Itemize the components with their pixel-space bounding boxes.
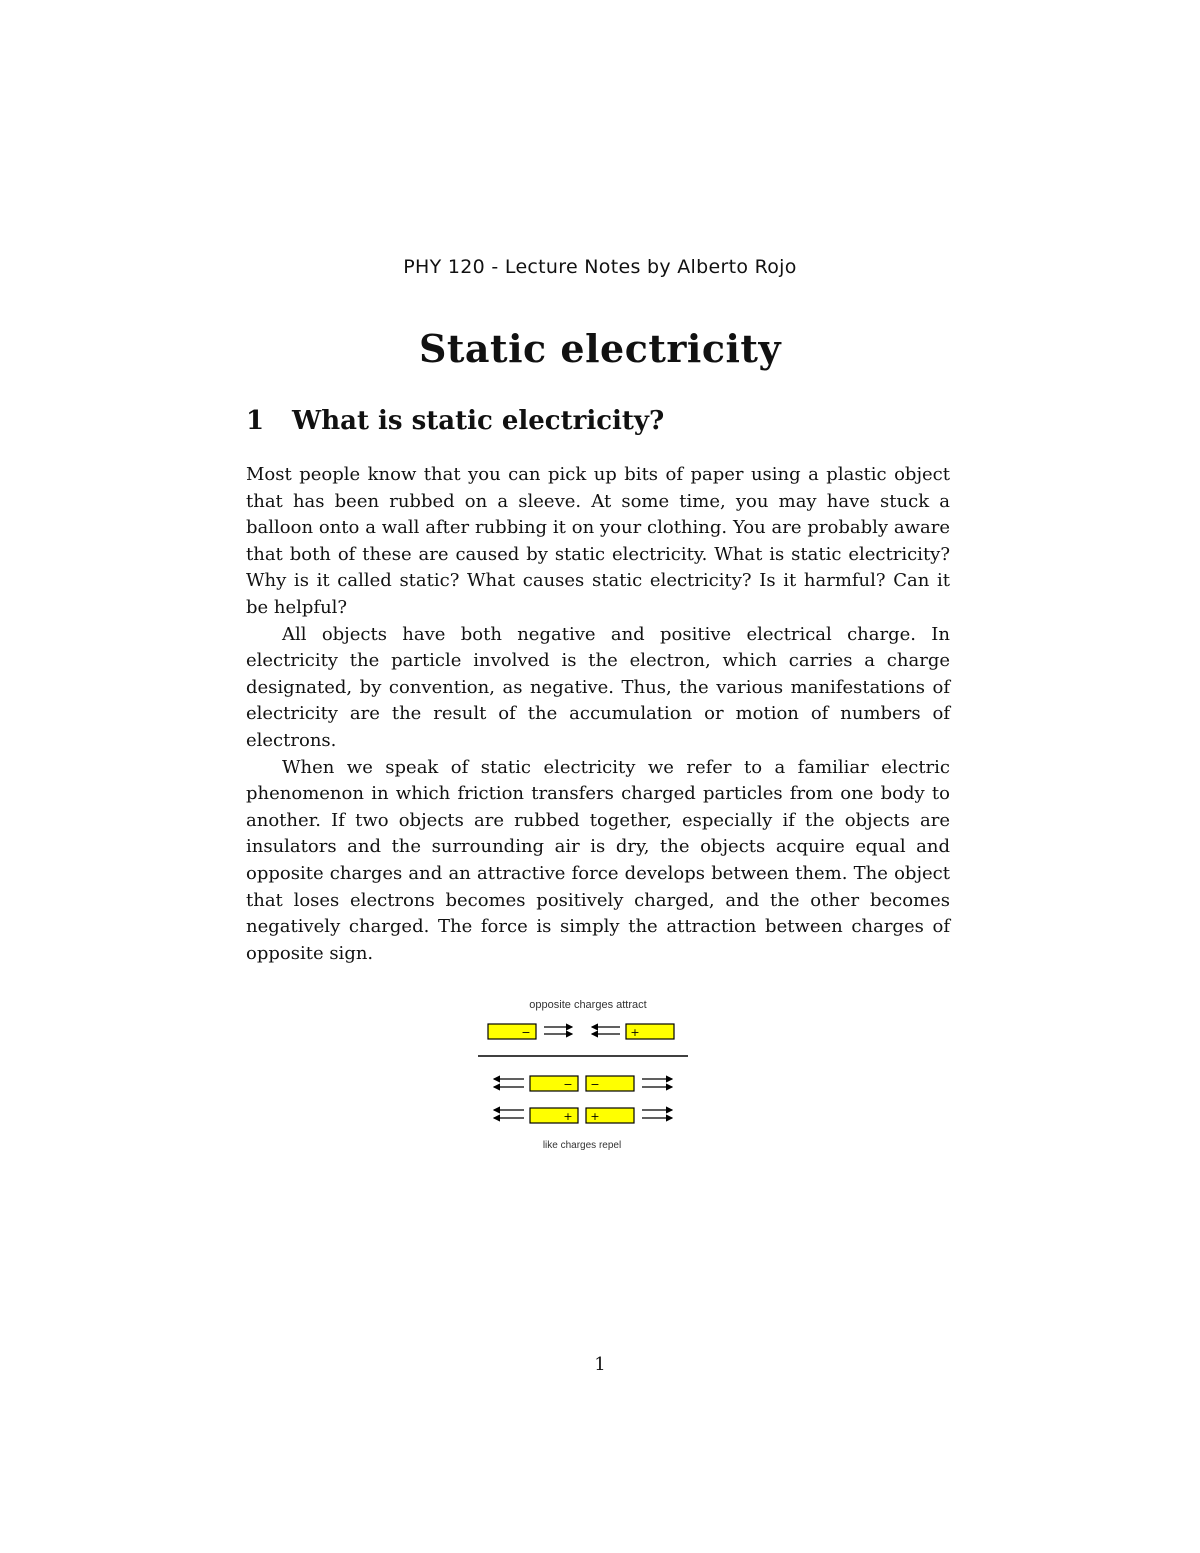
top-caption: opposite charges attract: [529, 999, 647, 1011]
right-charge-sign: +: [630, 1026, 640, 1039]
left-charge-sign: −: [563, 1078, 573, 1091]
body-text: [246, 462, 950, 967]
page-title: Static electricity: [418, 326, 782, 371]
section-title: What is static electricity?: [292, 406, 665, 436]
section-number: 1: [246, 406, 265, 436]
running-header: PHY 120 - Lecture Notes by Alberto Rojo: [403, 256, 797, 278]
like-positive-row: [494, 1108, 672, 1123]
left-charge-sign: −: [521, 1026, 531, 1039]
page-number: 1: [594, 1354, 606, 1375]
paragraph-3: When we speak of static electricity we refer to a familiar electric phenomenon in which friction transfers charged particles from one body to another. If two objects are rubbed together, especially if the objects are insulators and the surrounding air is dry, the objects acquire equal and opposite charges and an attractive force develops between them. The object that loses electrons becomes positively charged, and the other becomes negatively charged. The force is simply the attraction between charges of opposite sign.: [246, 756, 950, 964]
left-charge-sign: +: [563, 1110, 573, 1123]
right-charge-sign: −: [590, 1078, 600, 1091]
paragraph-1: Most people know that you can pick up bits of paper using a plastic object that has been rubbed on a sleeve. At some time, you may have stuck a balloon onto a wall after rubbing it on your clothing. You are probably aware that both of these are caused by static electricity. What is static electricity? Why is it called static? What causes static electricity? Is it harmful? Can it be helpful?: [246, 464, 950, 618]
charges-diagram: [476, 996, 692, 1156]
like-negative-row: [494, 1076, 672, 1091]
section-heading: [246, 406, 664, 436]
bottom-caption: like charges repel: [542, 1140, 622, 1151]
paragraph-2: All objects have both negative and positive electrical charge. In electricity the particle involved is the electron, which carries a charge designated, by convention, as negative. Thus, the various manifestations of electricity are the result of the accumulation or motion of numbers of electrons.: [246, 623, 950, 751]
opposite-row: [488, 1024, 674, 1039]
charges-figure: [476, 996, 692, 1156]
right-charge-sign: +: [590, 1110, 600, 1123]
